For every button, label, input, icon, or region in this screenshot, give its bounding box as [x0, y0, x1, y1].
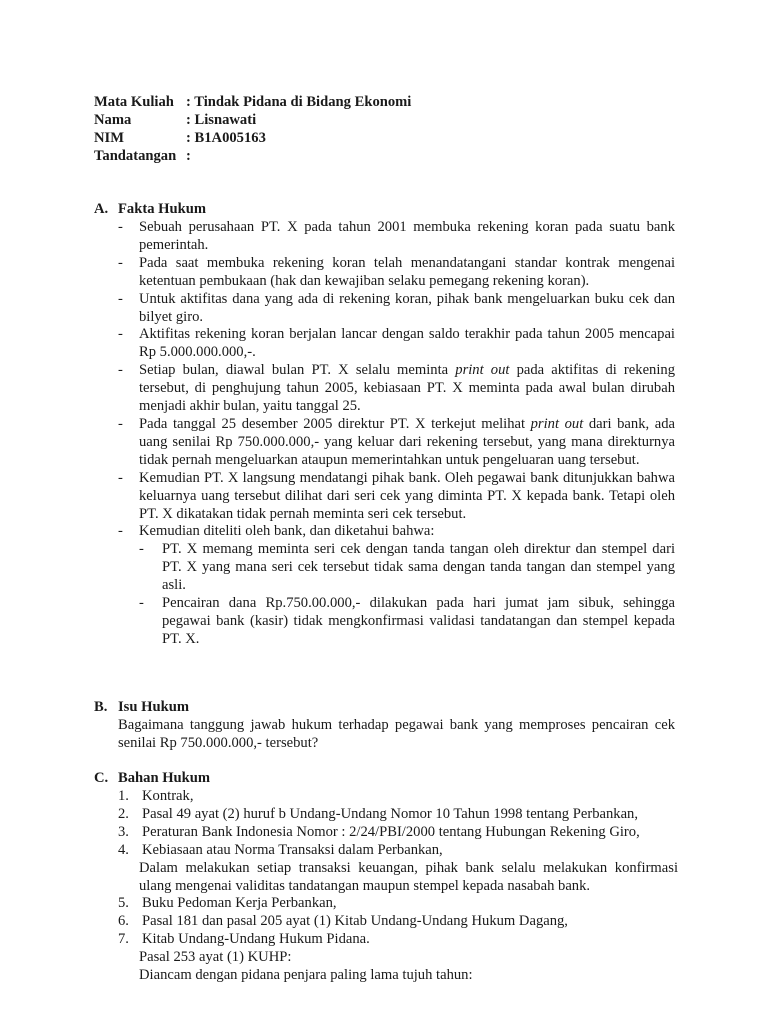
list-item-text: Untuk aktifitas dana yang ada di rekening koran, pihak bank mengeluarkan buku cek dan bilyet giro. — [139, 290, 675, 325]
list-item-text: Sebuah perusahaan PT. X pada tahun 2001 membuka rekening koran pada suatu bank pemerintah. — [139, 219, 675, 253]
header-key: Nama — [94, 112, 132, 128]
list-item-text: Pada tanggal 25 desember 2005 direktur PT. X terkejut melihat print out dari bank, ada uang senilai Rp 750.000.000,- yang keluar dari rekening tersebut, yang mana direkturnya tidak pernah mengeluarkan ataupun memerintahkan untuk pengeluaran uang tersebut. — [139, 415, 675, 468]
dash-bullet: - — [118, 254, 123, 271]
list-item — [118, 470, 675, 524]
numbered-item — [118, 806, 678, 824]
facts-list — [118, 219, 675, 649]
dash-bullet: - — [118, 362, 123, 379]
item-number: 1. — [118, 788, 129, 804]
section-heading: Bahan Hukum — [118, 770, 211, 786]
item-number: 5. — [118, 895, 129, 912]
list-item — [118, 255, 675, 291]
header-value: : — [186, 148, 191, 164]
list-item — [118, 523, 675, 541]
section-heading: Fakta Hukum — [118, 201, 206, 217]
header-value: : Lisnawati — [186, 112, 257, 128]
document-header — [94, 94, 411, 166]
item-text: Kitab Undang-Undang Hukum Pidana. — [142, 931, 370, 948]
section-c-title — [94, 770, 210, 788]
item-note: Diancam dengan pidana penjara paling lama tujuh tahun: — [139, 967, 473, 984]
section-letter: A. — [94, 201, 109, 217]
list-item — [118, 326, 675, 362]
item-text: Kebiasaan atau Norma Transaksi dalam Perbankan, — [142, 841, 443, 858]
section-heading: Isu Hukum — [118, 699, 189, 715]
header-value: : B1A005163 — [186, 130, 266, 146]
numbered-item — [118, 842, 678, 860]
list-item-text: Kemudian PT. X langsung mendatangi pihak bank. Oleh pegawai bank ditunjukkan bahwa keluarnya uang tersebut dilihat dari seri cek yang diminta PT. X kepada bank. Tetapi oleh PT. X dikatakan tidak pernah meminta seri cek tersebut. — [139, 469, 675, 522]
header-row-course — [94, 94, 411, 112]
list-item-text: Setiap bulan, diawal bulan PT. X selalu meminta print out pada aktifitas di rekening tersebut, di penghujung tahun 2005, kebiasaan PT. X meminta pada awal bulan dirubah menjadi akhir bulan, yaitu tanggal 25. — [139, 362, 675, 415]
item-number: 7. — [118, 931, 129, 948]
list-item — [118, 362, 675, 416]
header-key: Mata Kuliah — [94, 94, 174, 110]
header-key: NIM — [94, 130, 124, 146]
header-row-nim — [94, 130, 411, 148]
numbered-item — [118, 788, 678, 806]
numbered-item — [118, 931, 678, 949]
sublist-item-text: Pencairan dana Rp.750.00.000,- dilakukan pada hari jumat jam sibuk, sehingga pegawai bank (kasir) tidak mengkonfirmasi validasi tandatangan dan stempel kepada PT. X. — [162, 595, 675, 647]
item-text: Peraturan Bank Indonesia Nomor : 2/24/PBI/2000 tentang Hubungan Rekening Giro, — [142, 823, 640, 840]
section-b-title — [94, 699, 189, 717]
dash-bullet: - — [118, 415, 123, 432]
legal-materials-list — [118, 788, 678, 985]
item-number: 4. — [118, 841, 129, 858]
list-item — [118, 219, 675, 255]
dash-bullet: - — [139, 595, 144, 612]
sublist-item — [139, 595, 675, 649]
item-number: 6. — [118, 913, 129, 930]
list-item-text: Kemudian diteliti oleh bank, dan diketahui bahwa: — [139, 523, 435, 540]
item-number: 2. — [118, 805, 129, 822]
dash-bullet: - — [139, 541, 144, 558]
dash-bullet: - — [118, 523, 123, 540]
facts-sublist — [139, 541, 675, 648]
list-item — [118, 291, 675, 327]
item-note: Pasal 253 ayat (1) KUHP: — [139, 949, 292, 966]
numbered-item — [118, 895, 678, 913]
sublist-item-text: PT. X memang meminta seri cek dengan tanda tangan oleh direktur dan stempel dari PT. X yang mana seri cek tersebut tidak sama dengan tanda tangan dan stempel yang asli. — [162, 541, 675, 594]
sublist-item — [139, 541, 675, 595]
item-text: Buku Pedoman Kerja Perbankan, — [142, 895, 337, 912]
header-row-name — [94, 112, 411, 130]
list-item-text: Pada saat membuka rekening koran telah menandatangani standar kontrak mengenai ketentuan pembukaan (hak dan kewajiban selaku pemegang rekening koran). — [139, 254, 675, 289]
list-item-text: Aktifitas rekening koran berjalan lancar dengan saldo terakhir pada tahun 2005 mencapai Rp 5.000.000.000,-. — [139, 326, 675, 361]
italic-term: print out — [530, 415, 584, 432]
item-text: Pasal 49 ayat (2) huruf b Undang-Undang Nomor 10 Tahun 1998 tentang Perbankan, — [142, 805, 639, 822]
dash-bullet: - — [118, 290, 123, 307]
item-text: Pasal 181 dan pasal 205 ayat (1) Kitab Undang-Undang Hukum Dagang, — [142, 913, 568, 930]
numbered-item — [118, 824, 678, 842]
section-letter: C. — [94, 770, 109, 786]
header-row-signature — [94, 148, 411, 166]
dash-bullet: - — [118, 469, 123, 486]
section-a-title — [94, 201, 206, 219]
dash-bullet: - — [118, 326, 123, 343]
item-number: 3. — [118, 823, 129, 840]
italic-term: print out — [455, 362, 510, 379]
list-item — [118, 416, 675, 470]
dash-bullet: - — [118, 219, 123, 235]
numbered-item — [118, 913, 678, 931]
header-value: : Tindak Pidana di Bidang Ekonomi — [186, 94, 412, 110]
header-key: Tandatangan — [94, 148, 177, 164]
section-letter: B. — [94, 699, 108, 715]
item-note: Dalam melakukan setiap transaksi keuangan, pihak bank selalu melakukan konfirmasi ulang mengenai validitas tandatangan maupun stempel kepada nasabah bank. — [139, 859, 678, 894]
legal-issue-text: Bagaimana tanggung jawab hukum terhadap pegawai bank yang memproses pencairan cek senilai Rp 750.000.000,- tersebut? — [118, 717, 675, 751]
item-text: Kontrak, — [142, 788, 194, 804]
